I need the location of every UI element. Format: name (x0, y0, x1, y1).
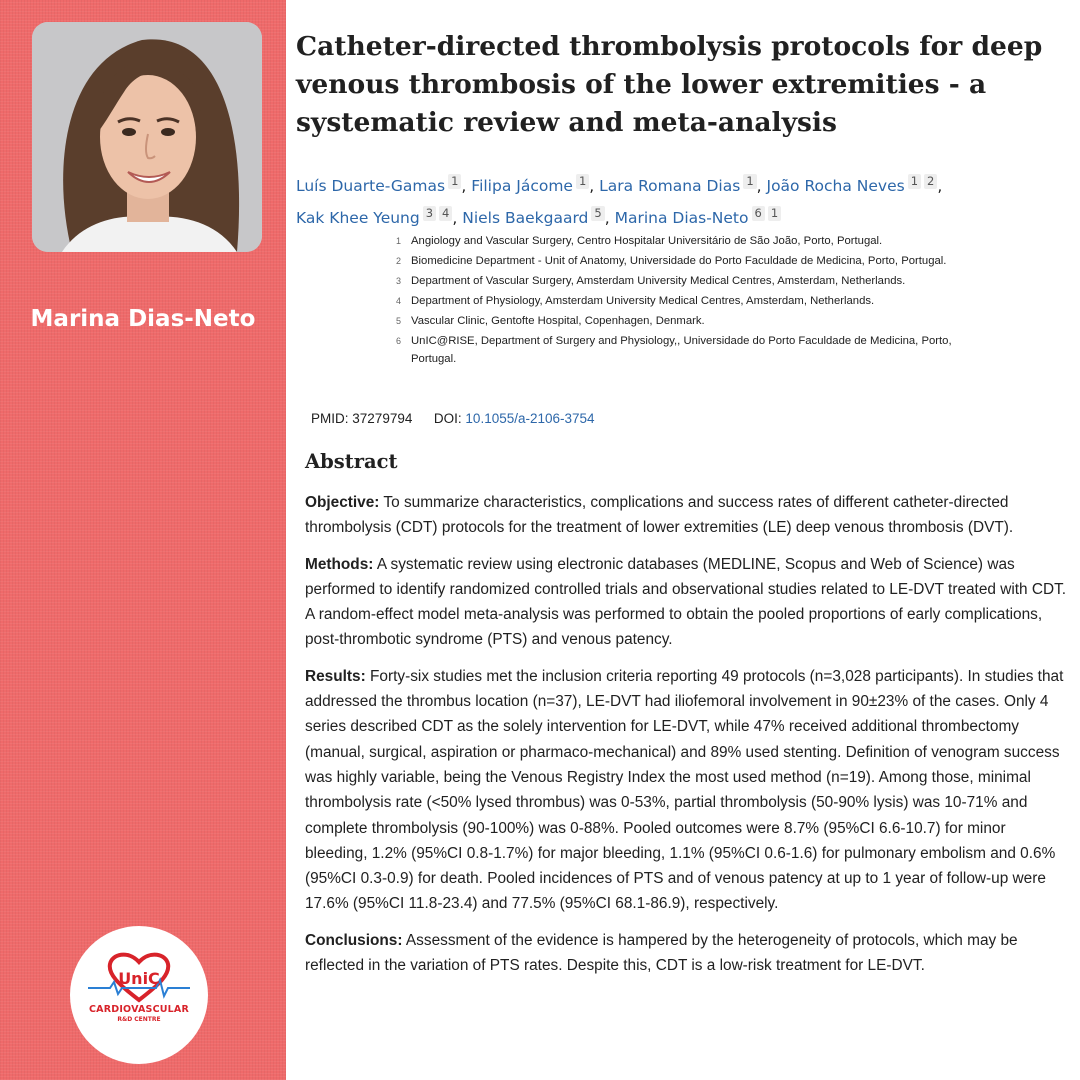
article-identifiers (311, 411, 595, 426)
affiliation-item (396, 232, 956, 250)
abstract-methods (305, 552, 1067, 653)
affiliation-item (396, 332, 956, 368)
abstract-conclusions (305, 928, 1067, 979)
affiliation-text: Vascular Clinic, Gentofte Hospital, Copenhagen, Denmark. (411, 315, 705, 327)
objective-label: Objective: (305, 494, 380, 511)
logo-line-1: CARDIOVASCULAR (89, 1004, 189, 1015)
affiliation-number: 2 (396, 256, 402, 266)
conclusions-label: Conclusions: (305, 931, 403, 949)
author-link[interactable]: Kak Khee Yeung (296, 209, 420, 227)
affiliation-ref[interactable]: 1 (576, 174, 589, 189)
affiliation-ref[interactable]: 1 (768, 206, 781, 221)
affiliation-item (396, 252, 956, 270)
abstract-objective (305, 490, 1067, 541)
methods-label: Methods: (305, 555, 374, 573)
affiliation-ref[interactable]: 2 (924, 174, 937, 189)
profile-name: Marina Dias-Neto (30, 306, 256, 332)
affiliation-number: 5 (396, 316, 402, 326)
author-link[interactable]: Luís Duarte-Gamas (296, 177, 446, 195)
author-entry[interactable] (614, 206, 782, 227)
results-text: Forty-six studies met the inclusion criteria reporting 49 protocols (n=3,028 participants). In studies that addressed the thrombus location (n=37), LE-DVT had iliofemoral involvement in 90±23% of the cases. Only 4 series described CDT as the solely intervention for LE-DVT, while 47% received additional thrombectomy (manual, surgical, aspiration or pharmaco-mechanical) and 89% used stenting. Definition of venogram success was highly variable, being the Venous Registry Index the most used method (n=19). Among those, minimal thrombolysis rate (<50% lysed thrombus) was 0-53%, partial thrombolysis (50-90% lysis) was 10-71% and complete thrombolysis (90-100%) was 0-88%. Pooled outcomes were 8.7% (95%CI 6.6-10.7) for minor bleeding, 1.2% (95%CI 0.8-1.7%) for major bleeding, 1.1% (95%CI 0.6-1.6) for pulmonary embolism and 0.6% (95%CI 0.3-0.9) for death. Pooled incidences of PTS and of venous patency at up to 1 year of follow-up were 17.6% (95%CI 11.8-23.4) and 77.5% (95%CI 68.1-86.9), respectively. (305, 667, 1064, 913)
affiliation-number: 4 (396, 296, 402, 306)
author-entry[interactable] (471, 174, 589, 195)
affiliation-text: Biomedicine Department - Unit of Anatomy, Universidade do Porto Faculdade de Medicina, Porto, Portugal. (411, 255, 947, 267)
unic-logo (70, 926, 208, 1064)
conclusions-text: Assessment of the evidence is hampered by the heterogeneity of protocols, which may be reflected in the variation of PTS rates. Despite this, CDT is a low-risk treatment for LE-DVT. (305, 931, 1018, 975)
affiliation-number: 3 (396, 276, 402, 286)
author-list: Luís Duarte-Gamas 1 , Filipa Jácome 1 , Lara Romana Dias 1 , João Rocha Neves 1 2 , Kak Khee Yeung 3 4 , Niels Baekgaard 5 , Marina Dias-Neto 6 1 (296, 174, 943, 227)
author-entry[interactable] (296, 206, 452, 227)
affiliation-ref[interactable]: 6 (752, 206, 765, 221)
results-label: Results: (305, 667, 366, 685)
methods-text: A systematic review using electronic databases (MEDLINE, Scopus and Web of Science) was performed to identify randomized controlled trials and observational studies related to LE-DVT treated with CDT. A random-effect model meta-analysis was performed to obtain the pooled proportions of early complications, post-thrombotic syndrome (PTS) and venous patency. (305, 555, 1067, 649)
doi-label: DOI: (433, 411, 462, 426)
pmid-value: 37279794 (352, 411, 413, 426)
affiliation-item (396, 272, 956, 290)
abstract-body (305, 490, 1067, 989)
affiliation-item (396, 312, 956, 330)
affiliation-number: 1 (396, 236, 402, 246)
author-link[interactable]: João Rocha Neves (766, 177, 905, 195)
abstract-results (305, 664, 1067, 917)
affiliation-ref[interactable]: 1 (908, 174, 921, 189)
affiliation-ref[interactable]: 4 (439, 206, 452, 221)
author-link[interactable]: Lara Romana Dias (599, 177, 741, 195)
heart-ecg-icon (70, 926, 208, 1064)
abstract-heading: Abstract (305, 450, 398, 473)
affiliation-text: Department of Physiology, Amsterdam University Medical Centres, Amsterdam, Netherlands. (411, 295, 875, 307)
author-entry[interactable] (599, 174, 756, 195)
author-photo (32, 22, 262, 252)
affiliation-ref[interactable]: 5 (591, 206, 604, 221)
article-title: Catheter-directed thrombolysis protocols for deep venous thrombosis of the lower extremities - a systematic review and meta-analysis (296, 31, 1043, 138)
profile-panel (0, 0, 286, 1080)
affiliation-list (396, 232, 956, 370)
author-entry[interactable] (296, 174, 461, 195)
author-link[interactable]: Marina Dias-Neto (614, 209, 749, 227)
author-link[interactable]: Filipa Jácome (471, 177, 573, 195)
objective-text: To summarize characteristics, complications and success rates of different catheter-directed thrombolysis (CDT) protocols for the treatment of lower extremities (LE) deep venous thrombosis (DVT). (305, 494, 1014, 537)
logo-line-2: R&D CENTRE (117, 1016, 161, 1023)
affiliation-text: Department of Vascular Surgery, Amsterdam University Medical Centres, Amsterdam, Netherlands. (411, 275, 906, 287)
author-entry[interactable] (766, 174, 938, 195)
affiliation-ref[interactable]: 1 (448, 174, 461, 189)
affiliation-ref[interactable]: 1 (743, 174, 756, 189)
affiliation-number: 6 (396, 336, 402, 346)
affiliation-item (396, 292, 956, 310)
logo-brand: UniC (118, 969, 160, 988)
portrait-image (32, 22, 262, 252)
affiliation-text: Angiology and Vascular Surgery, Centro Hospitalar Universitário de São João, Porto, Portugal. (411, 235, 883, 247)
author-entry[interactable] (462, 206, 605, 227)
author-link[interactable]: Niels Baekgaard (462, 209, 589, 227)
doi-link[interactable]: 10.1055/a-2106-3754 (465, 411, 595, 426)
affiliation-text: UnIC@RISE, Department of Surgery and Physiology,, Universidade do Porto Faculdade de Medicina, Porto, Portugal. (411, 335, 952, 365)
pmid-label: PMID: (311, 411, 349, 426)
affiliation-ref[interactable]: 3 (423, 206, 436, 221)
